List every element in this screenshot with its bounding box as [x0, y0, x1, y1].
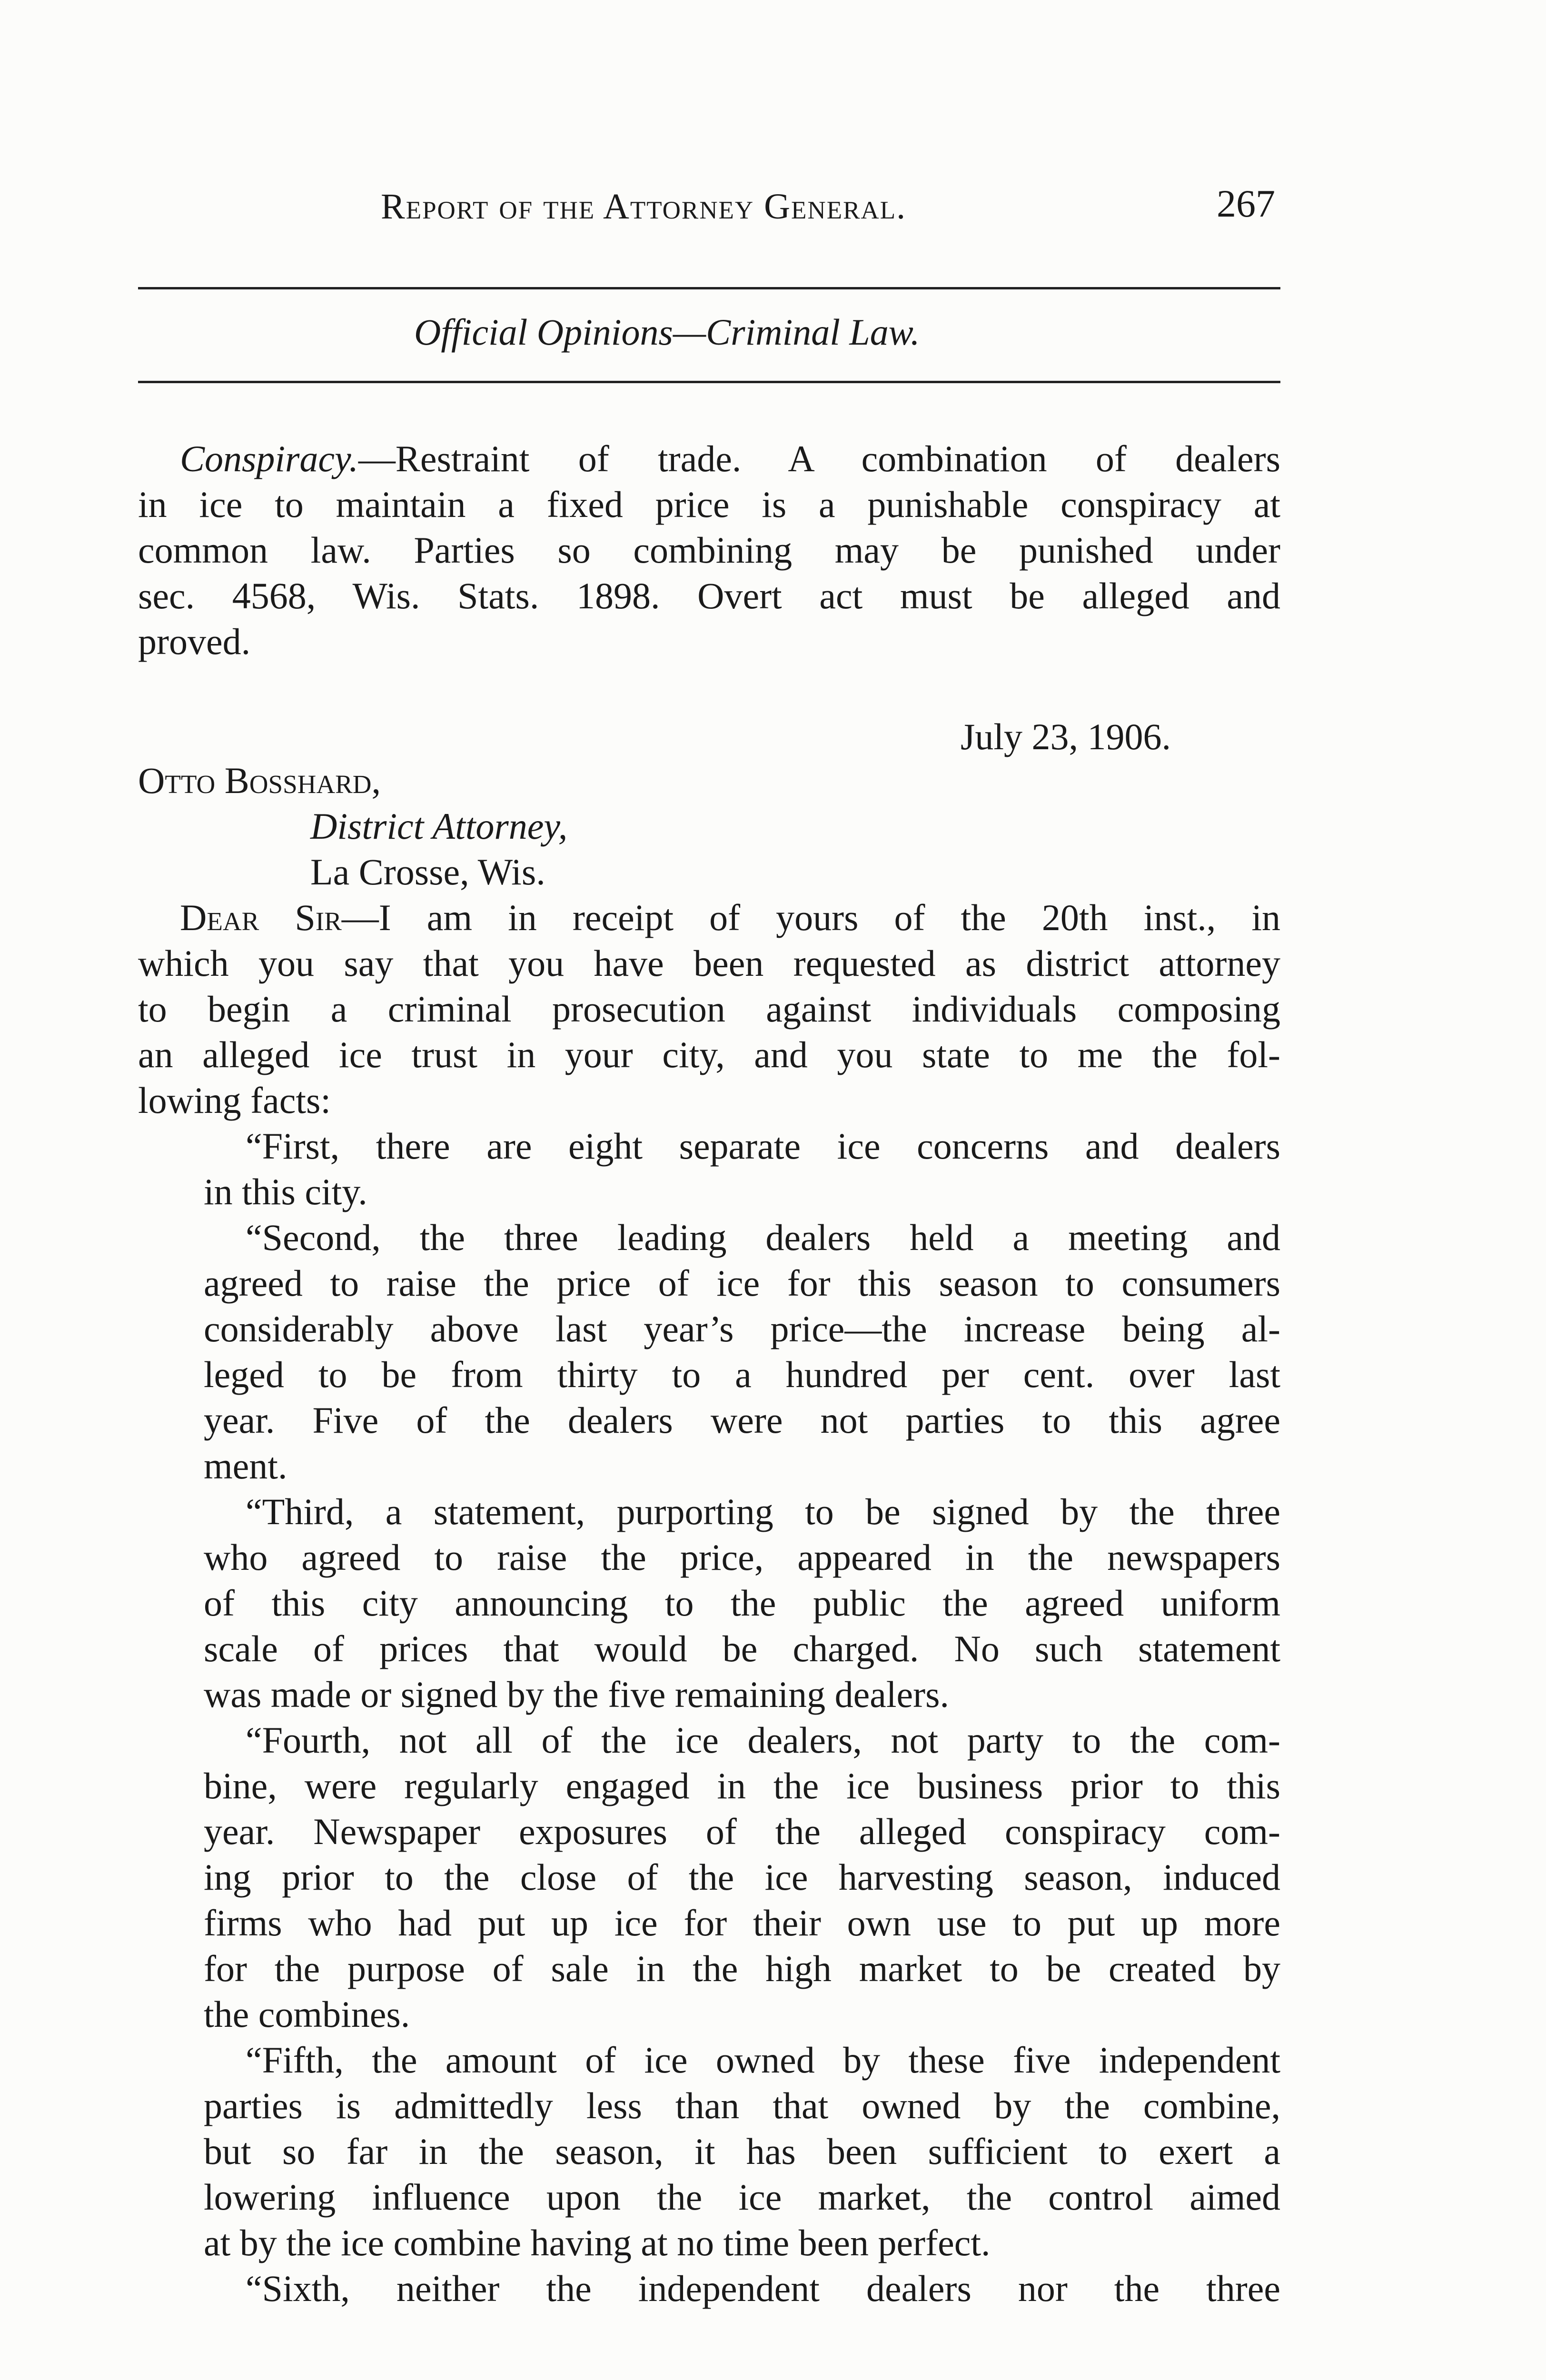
section-rule [138, 381, 1280, 383]
fact-line: “Sixth, neither the independent dealers nor the three [246, 2268, 1280, 2309]
fact-line: lowering influence upon the ice market, the control aimed [204, 2176, 1280, 2218]
headnote-line: common law. Parties so combining may be punished under [138, 529, 1280, 571]
fact-line: “Fourth, not all of the ice dealers, not party to the com- [246, 1719, 1280, 1761]
fact-line: “First, there are eight separate ice concerns and dealers [246, 1125, 1280, 1167]
letter-body-line: an alleged ice trust in your city, and you state to me the fol- [138, 1034, 1280, 1075]
fact-line: but so far in the season, it has been sufficient to exert a [204, 2131, 1280, 2172]
headnote-line: sec. 4568, Wis. Stats. 1898. Overt act must be alleged and [138, 575, 1280, 616]
page-number: 267 [1217, 182, 1275, 225]
fact-line: year. Newspaper exposures of the alleged conspiracy com- [204, 1811, 1280, 1852]
fact-line: agreed to raise the price of ice for this season to consumers [204, 1262, 1280, 1304]
fact-line: for the purpose of sale in the high market to be created by [204, 1948, 1280, 1989]
fact-line: “Third, a statement, purporting to be signed by the three [246, 1491, 1280, 1532]
fact-line: the combines. [204, 1993, 410, 2035]
letter-body-line: to begin a criminal prosecution against individuals composing [138, 988, 1280, 1030]
fact-line: leged to be from thirty to a hundred per cent. over last [204, 1354, 1280, 1395]
fact-line: “Fifth, the amount of ice owned by these five independent [246, 2039, 1280, 2081]
fact-line: of this city announcing to the public the agreed uniform [204, 1582, 1280, 1624]
headnote-topic: Conspiracy. [180, 438, 358, 479]
letter-body-line: which you say that you have been requested as district attorney [138, 942, 1280, 984]
fact-line: was made or signed by the five remaining dealers. [204, 1674, 949, 1715]
headnote-line: proved. [138, 621, 251, 662]
headnote-text: —Restraint of trade. A combination of dealers [358, 438, 1280, 479]
recipient-location: La Crosse, Wis. [310, 851, 545, 892]
recipient-title: District Attorney, [310, 805, 568, 847]
fact-line: ing prior to the close of the ice harvesting season, induced [204, 1856, 1280, 1898]
fact-line: “Second, the three leading dealers held a meeting and [246, 1217, 1280, 1258]
fact-line: parties is admittedly less than that owned by the combine, [204, 2085, 1280, 2126]
letter-opening: —I am in receipt of yours of the 20th inst., in [341, 897, 1280, 938]
fact-line: at by the ice combine having at no time been perfect. [204, 2222, 991, 2263]
recipient-name: Otto Bosshard, [138, 760, 381, 801]
fact-line: in this city. [204, 1171, 367, 1212]
fact-line: who agreed to raise the price, appeared in the newspapers [204, 1537, 1280, 1578]
fact-line: considerably above last year’s price—the increase being al- [204, 1308, 1280, 1349]
letter-date: July 23, 1906. [961, 716, 1171, 757]
running-title: Report of the Attorney General. [381, 187, 907, 227]
fact-line: bine, were regularly engaged in the ice business prior to this [204, 1765, 1280, 1806]
fact-line: ment. [204, 1445, 287, 1487]
header-rule [138, 287, 1280, 289]
headnote-line: in ice to maintain a fixed price is a punishable conspiracy at [138, 484, 1280, 525]
salutation: Dear Sir [180, 897, 342, 938]
letter-body-line: lowing facts: [138, 1080, 331, 1121]
headnote-line [180, 436, 1280, 482]
fact-line: scale of prices that would be charged. No such statement [204, 1628, 1280, 1669]
fact-line: year. Five of the dealers were not parties to this agree [204, 1399, 1280, 1441]
fact-line: firms who had put up ice for their own use to put up more [204, 1902, 1280, 1944]
section-title: Official Opinions—Criminal Law. [414, 311, 920, 353]
letter-body-line [180, 895, 1280, 941]
